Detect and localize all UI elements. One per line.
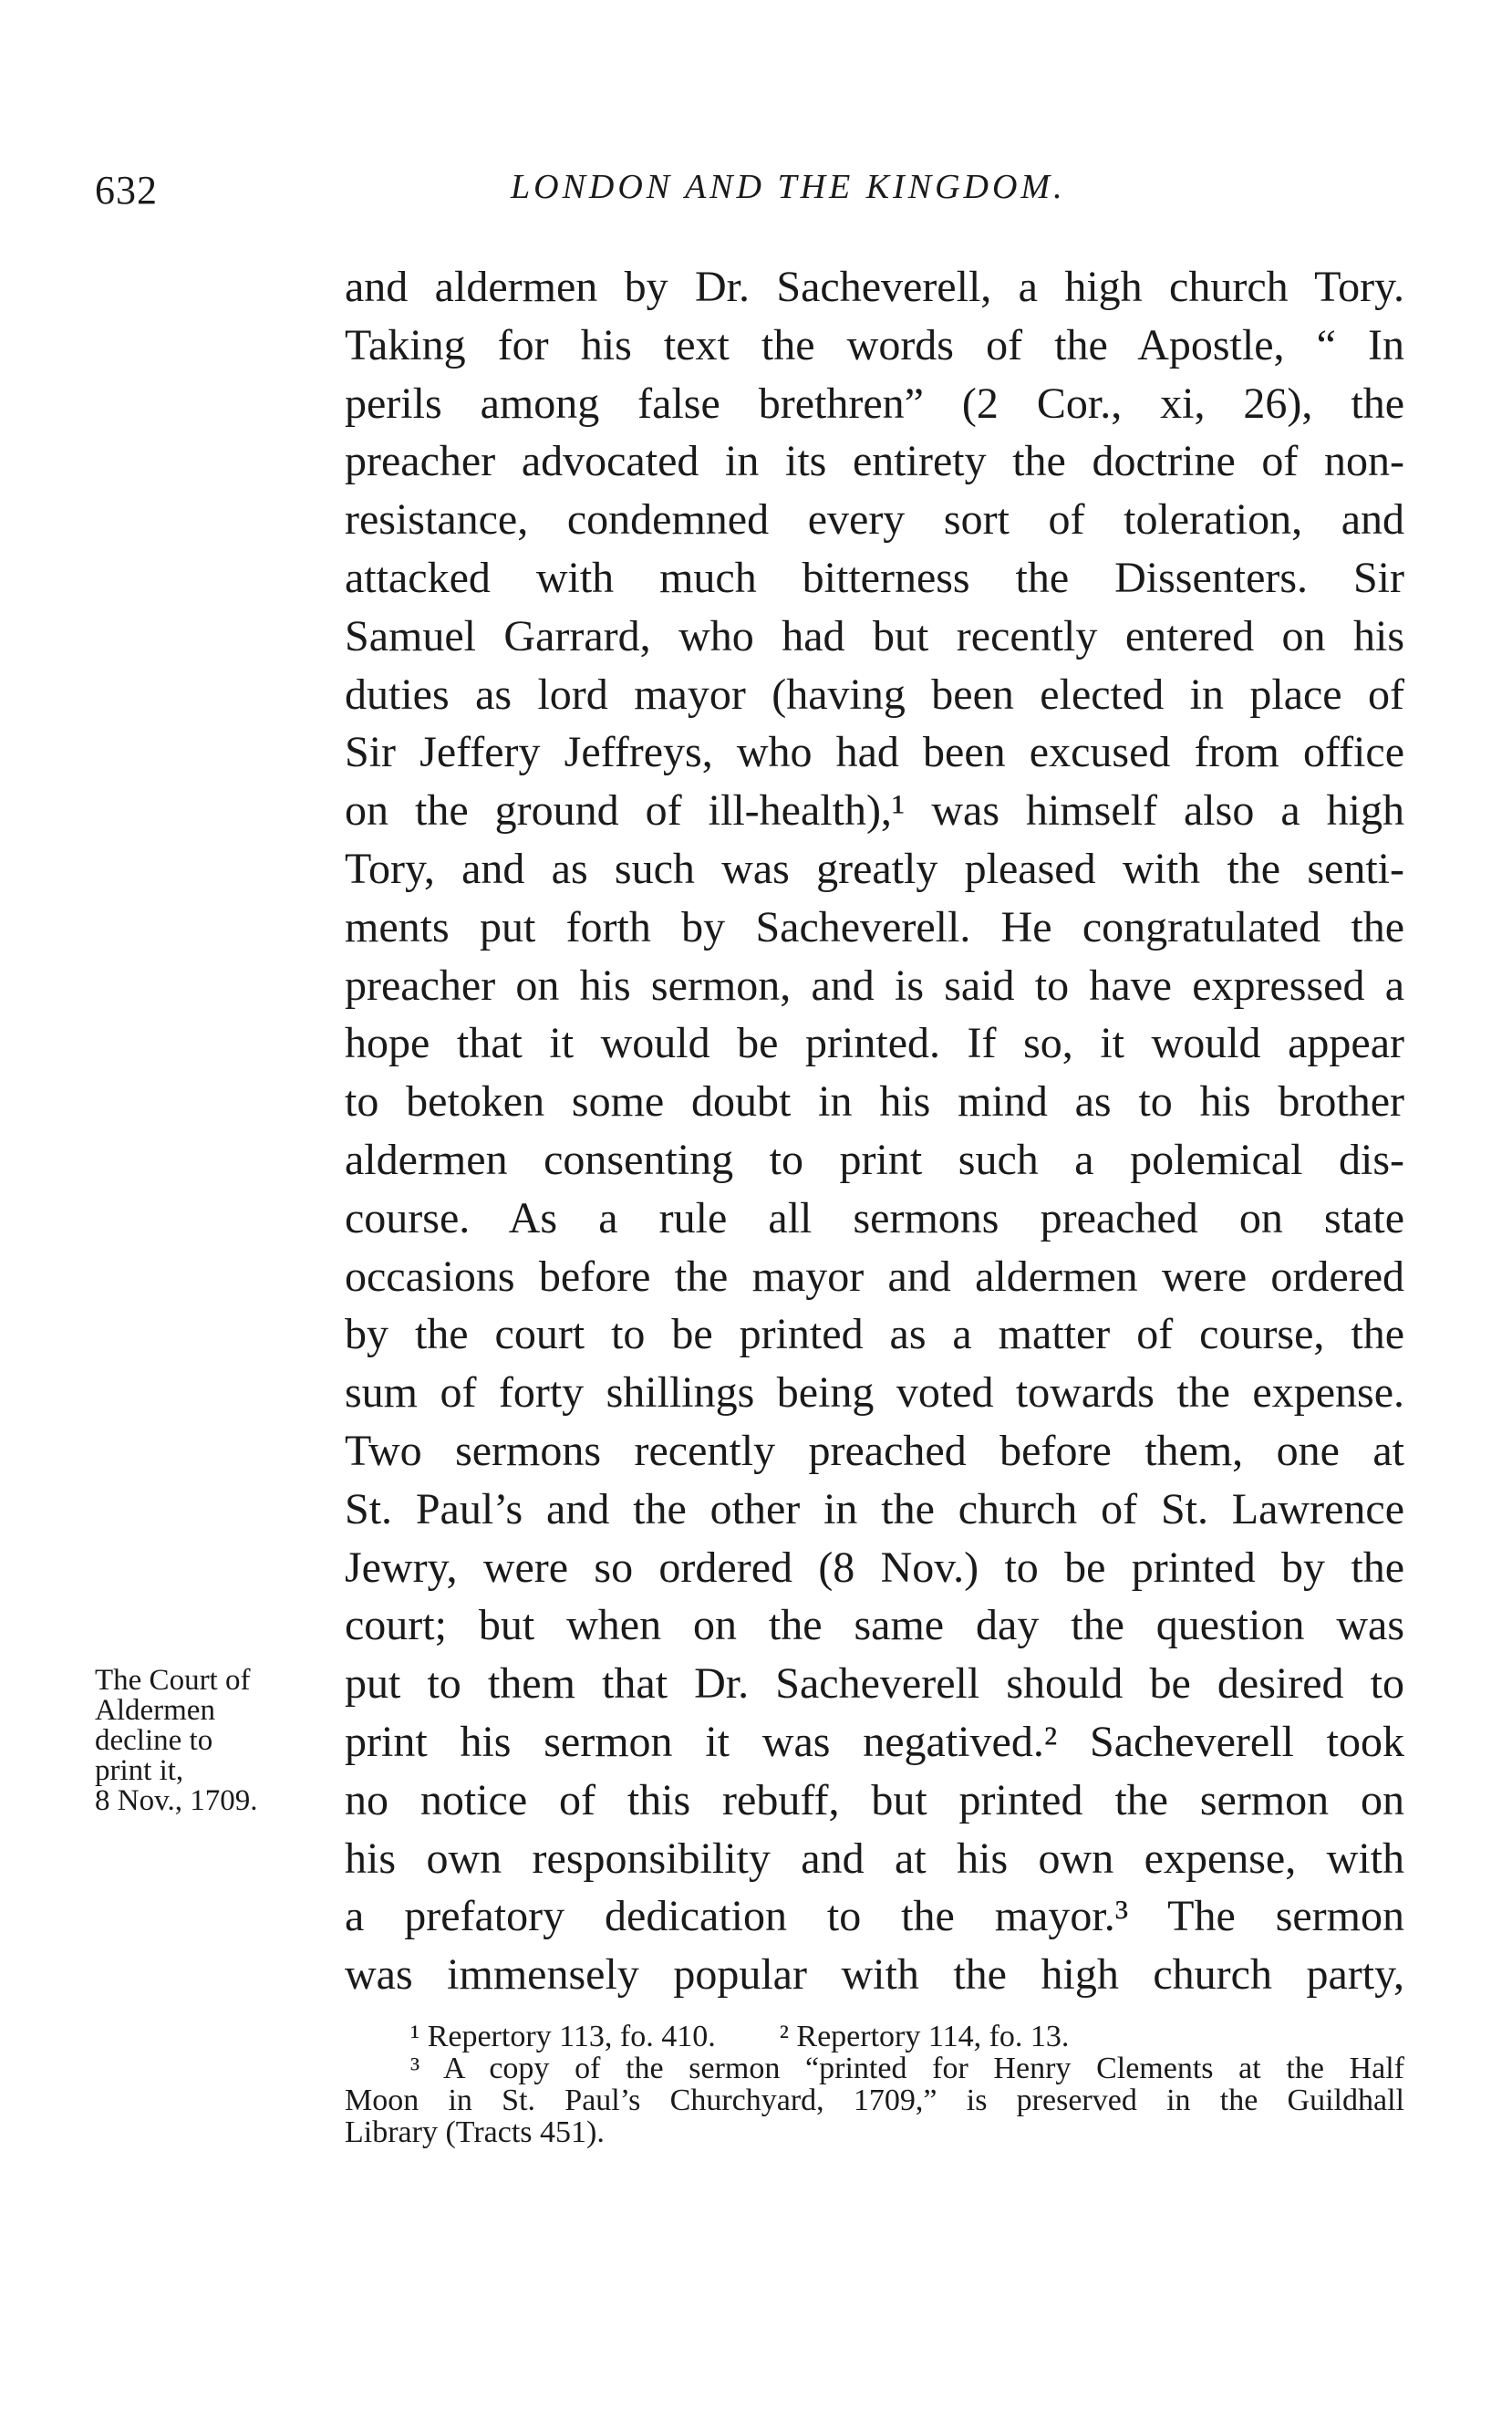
body-line: Sir Jeffery Jeffreys, who had been excused from office — [345, 728, 1404, 777]
footnote-row — [345, 2021, 1404, 2052]
body-line: preacher advocated in its entirety the doctrine of non- — [345, 437, 1404, 486]
body-line: a prefatory dedication to the mayor.³ The sermon — [345, 1892, 1404, 1941]
margin-note-line: Aldermen — [95, 1694, 215, 1727]
body-line: print his sermon it was negatived.² Sacheverell took — [345, 1717, 1404, 1766]
margin-note-line: print it, — [95, 1754, 184, 1787]
body-line: attacked with much bitterness the Dissenters. Sir — [345, 553, 1404, 602]
body-line: Jewry, were so ordered (8 Nov.) to be printed by the — [345, 1543, 1404, 1592]
footnote-3-line: ³ A copy of the sermon “printed for Henry Clements at the Half — [410, 2052, 1404, 2085]
body-line: Taking for his text the words of the Apostle, “ In — [345, 320, 1404, 369]
body-line: aldermen consenting to print such a polemical dis- — [345, 1135, 1404, 1184]
footnote-3-line: Library (Tracts 451). — [345, 2115, 605, 2149]
body-line: Two sermons recently preached before them, one at — [345, 1426, 1404, 1475]
body-line: hope that it would be printed. If so, it would appear — [345, 1019, 1404, 1068]
margin-note-line: 8 Nov., 1709. — [95, 1784, 258, 1817]
body-text — [345, 258, 1404, 2004]
body-line: duties as lord mayor (having been elected in place of — [345, 670, 1404, 719]
body-line: occasions before the mayor and aldermen were ordered — [345, 1252, 1404, 1301]
footnote-1: ¹ Repertory 113, fo. 410. — [410, 2020, 716, 2053]
footnote-2: ² Repertory 114, fo. 13. — [779, 2020, 1070, 2053]
footnote-3-line: Moon in St. Paul’s Churchyard, 1709,” is preserved in the Guildhall — [345, 2084, 1404, 2117]
margin-note-line: The Court of — [95, 1664, 251, 1697]
body-line: on the ground of ill-health),¹ was himself also a high — [345, 786, 1404, 836]
body-line: preacher on his sermon, and is said to have expressed a — [345, 961, 1404, 1010]
body-line: St. Paul’s and the other in the church of St. Lawrence — [345, 1484, 1404, 1533]
footnotes — [345, 2021, 1404, 2148]
body-line: by the court to be printed as a matter of course, the — [345, 1310, 1404, 1359]
body-line: ments put forth by Sacheverell. He congratulated the — [345, 902, 1404, 951]
running-head: LONDON AND THE KINGDOM. — [511, 168, 1066, 206]
body-line: to betoken some doubt in his mind as to his brother — [345, 1077, 1404, 1127]
body-line: sum of forty shillings being voted towards the expense. — [345, 1368, 1404, 1418]
body-line: perils among false brethren” (2 Cor., xi, 26), the — [345, 379, 1404, 428]
body-line: no notice of this rebuff, but printed the sermon on — [345, 1775, 1404, 1824]
margin-note — [95, 1666, 257, 1816]
page-number: 632 — [95, 168, 158, 213]
body-line: course. As a rule all sermons preached on state — [345, 1193, 1404, 1242]
body-line: was immensely popular with the high church party, — [345, 1950, 1404, 2000]
body-line: court; but when on the same day the question was — [345, 1601, 1404, 1650]
body-line: Tory, and as such was greatly pleased with the senti- — [345, 844, 1404, 893]
body-line: put to them that Dr. Sacheverell should be desired to — [345, 1659, 1404, 1709]
body-line: his own responsibility and at his own expense, with — [345, 1834, 1404, 1883]
body-line: and aldermen by Dr. Sacheverell, a high church Tory. — [345, 263, 1404, 311]
body-line: Samuel Garrard, who had but recently entered on his — [345, 611, 1404, 660]
body-line: resistance, condemned every sort of toleration, and — [345, 495, 1404, 545]
margin-note-line: decline to — [95, 1724, 213, 1757]
